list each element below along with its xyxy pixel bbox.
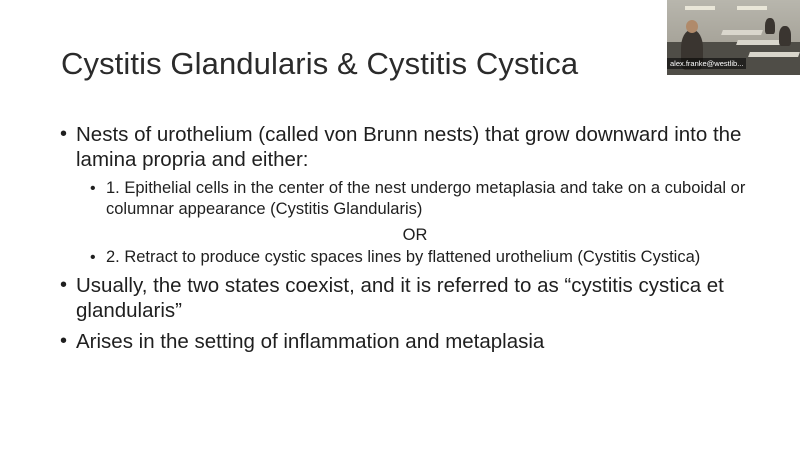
video-person-head xyxy=(686,20,698,33)
bullet-text: Nests of urothelium (called von Brunn nests) that grow downward into the lamina propria and either: xyxy=(76,123,742,171)
sub-bullet-glyph: • xyxy=(90,180,96,197)
video-desk xyxy=(748,52,800,57)
participant-name-label: alex.franke@westlib... xyxy=(667,58,746,69)
video-person xyxy=(765,18,775,34)
video-desk xyxy=(721,30,763,35)
sub-bullet-item-2 xyxy=(60,247,760,268)
sub-bullet-text: 2. Retract to produce cystic spaces lines by flattened urothelium (Cystitis Cystica) xyxy=(106,248,701,266)
bullet-text: Arises in the setting of inflammation and metaplasia xyxy=(76,330,545,353)
slide-body xyxy=(60,122,760,360)
sub-bullet-glyph: • xyxy=(90,249,96,266)
video-person xyxy=(779,26,791,46)
video-ceiling-light xyxy=(685,6,715,10)
sub-bullet-item-1 xyxy=(60,178,760,220)
bullet-glyph: • xyxy=(60,274,68,296)
bullet-item-1 xyxy=(60,122,760,172)
bullet-text: Usually, the two states coexist, and it is referred to as “cystitis cystica et glandularis” xyxy=(76,274,724,322)
participant-video-thumbnail[interactable] xyxy=(667,0,800,75)
or-connector: OR xyxy=(402,226,428,244)
video-ceiling-light xyxy=(737,6,767,10)
slide-title: Cystitis Glandularis & Cystitis Cystica xyxy=(61,46,579,81)
bullet-glyph: • xyxy=(60,123,68,145)
bullet-item-3 xyxy=(60,329,760,354)
bullet-item-2 xyxy=(60,273,760,323)
bullet-glyph: • xyxy=(60,330,68,352)
sub-bullet-text: 1. Epithelial cells in the center of the nest undergo metaplasia and take on a cuboidal or columnar appearance (Cystitis Glandularis) xyxy=(106,179,746,218)
